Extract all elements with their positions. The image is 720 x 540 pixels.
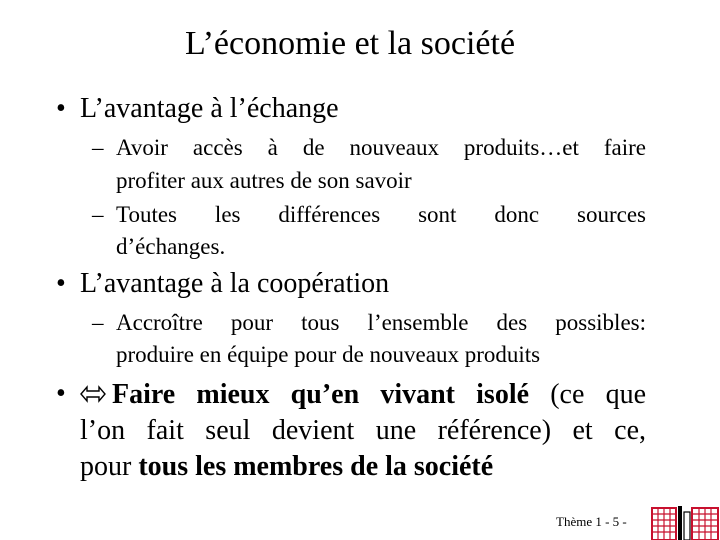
sub-bullet-line: Avoir accès à de nouveaux produits…et faire	[116, 135, 646, 160]
conclusion-line-2: l’on fait seul devient une référence) et ce,	[80, 415, 646, 446]
bullet-marker: •	[56, 378, 66, 409]
sub-bullet-line: Toutes les différences sont donc sources	[116, 202, 646, 227]
building-logo-icon	[648, 500, 720, 540]
sub-bullet-line: produire en équipe pour de nouveaux produits	[116, 342, 541, 367]
conclusion-line-1	[80, 377, 646, 413]
slide-footer: Thème 1 - 5 -	[556, 514, 627, 529]
bullet-conclusion	[80, 377, 646, 485]
conclusion-emphasis: tous les membres de la société	[138, 451, 494, 482]
bullet-marker: •	[56, 268, 66, 299]
bullet-marker: •	[56, 93, 66, 124]
conclusion-emphasis: Faire mieux qu’en vivant isolé	[112, 379, 530, 410]
double-arrow-icon	[80, 385, 106, 403]
conclusion-text: pour	[80, 451, 139, 482]
bullet-heading-exchange: L’avantage à l’échange	[80, 93, 339, 124]
sub-bullet-dash: –	[92, 202, 104, 227]
conclusion-text: (ce que	[529, 379, 646, 410]
sub-bullet-line: Accroître pour tous l’ensemble des possibles:	[116, 310, 646, 335]
bullet-heading-cooperation: L’avantage à la coopération	[80, 268, 390, 299]
sub-bullet-line: d’échanges.	[116, 234, 226, 259]
sub-bullet-dash: –	[92, 135, 104, 160]
slide-title: L’économie et la société	[184, 25, 516, 62]
sub-bullet-dash: –	[92, 310, 104, 335]
sub-bullet-line: profiter aux autres de son savoir	[116, 168, 412, 193]
conclusion-line-3	[80, 451, 493, 482]
